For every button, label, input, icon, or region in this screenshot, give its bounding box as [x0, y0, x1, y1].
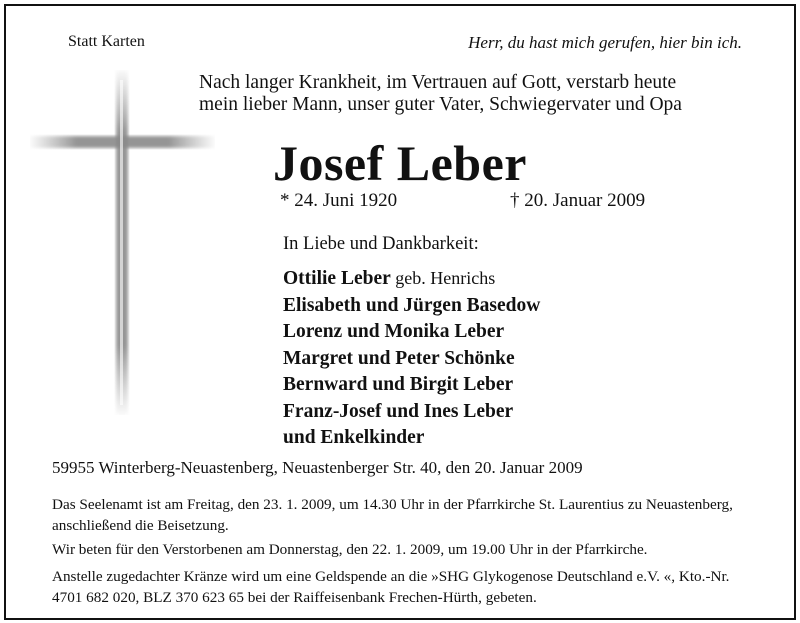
intro-text	[199, 72, 682, 116]
mourner-row: Lorenz und Monika Leber	[283, 321, 505, 342]
mourners-heading: In Liebe und Dankbarkeit:	[283, 234, 479, 254]
cross-icon	[30, 70, 215, 415]
intro-line-2: mein lieber Mann, unser guter Vater, Schwiegervater und Opa	[199, 94, 682, 115]
statt-karten-label: Statt Karten	[68, 33, 145, 50]
intro-line-1: Nach langer Krankheit, im Vertrauen auf Gott, verstarb heute	[199, 72, 677, 93]
mourners-list	[283, 265, 540, 452]
donation-note: Anstelle zugedachter Kränze wird um eine Geldspende an die »SHG Glykogenose Deutschland e.V. «, Kto.-Nr. 4701 682 020, BLZ 370 623 65 bei der Raiffeisenbank Frechen-Hürth, gebeten.	[52, 568, 730, 606]
mourner-row: und Enkelkinder	[283, 427, 425, 448]
birth-date: * 24. Juni 1920	[280, 190, 398, 211]
mourner-row: Margret und Peter Schönke	[283, 347, 515, 369]
deceased-name: Josef Leber	[272, 135, 528, 191]
mourner-maiden-name: geb. Henrichs	[395, 268, 496, 288]
mourner-row	[283, 265, 540, 293]
prayer-note: Wir beten für den Verstorbenen am Donnerstag, den 22. 1. 2009, um 19.00 Uhr in der Pfarrkirche.	[52, 541, 648, 558]
requiem-note: Das Seelenamt ist am Freitag, den 23. 1. 2009, um 14.30 Uhr in der Pfarrkirche St. Laurentius zu Neuastenberg, anschließend die Beisetzung.	[52, 496, 733, 534]
mourner-name: Ottilie Leber	[283, 268, 391, 289]
mourner-row: Elisabeth und Jürgen Basedow	[283, 294, 541, 316]
mourner-row: Franz-Josef und Ines Leber	[283, 400, 514, 422]
mourner-row: Bernward und Birgit Leber	[283, 374, 514, 395]
motto-quote: Herr, du hast mich gerufen, hier bin ich.	[468, 33, 742, 52]
death-date: † 20. Januar 2009	[510, 190, 646, 211]
address-and-date: 59955 Winterberg-Neuastenberg, Neuastenberger Str. 40, den 20. Januar 2009	[52, 458, 583, 477]
